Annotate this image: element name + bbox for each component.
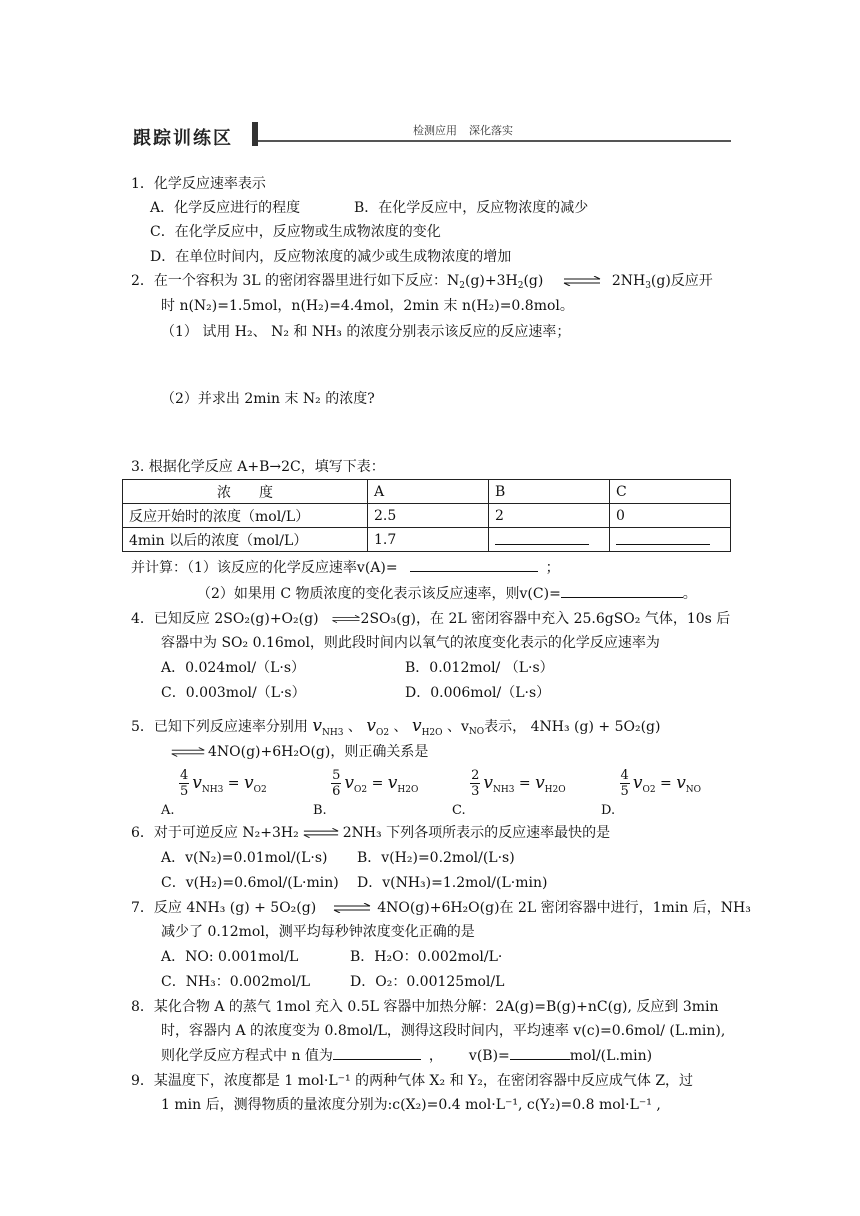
q5-option-d: D. $\frac{4}{5}$ $v_{O2} = v_{NO}$ [601,768,702,818]
equilibrium-arrow-icon [562,276,602,286]
q4-line2: 容器中为 SO₂ 0.16mol，则此段时间内以氧气的浓度变化表示的化学反应速率为 [161,635,660,651]
q1-option-a: A．化学反应进行的程度 [150,200,301,216]
table-row [123,504,731,528]
table-cell: 2.5 [368,504,489,528]
q5-option-c: C. $\frac{2}{3}$ $v_{NH3} = v_{H2O}$ [452,768,566,818]
fraction: $\frac{2}{3}$ [471,768,480,799]
equilibrium-arrow-icon [170,747,206,757]
q6-option-d: D．v(NH₃)=1.2mol/(L·min) [357,875,548,891]
q2-line2: 时 n(N₂)=1.5mol，n(H₂)=4.4mol，2min 末 n(H₂)=0.8mol。 [161,298,574,314]
table-cell: 1.7 [368,528,489,552]
q4-option-c: C．0.003mol/（L·s） [161,685,306,701]
answer-blank[interactable] [333,1045,421,1060]
table-cell: 0 [610,504,731,528]
table-header: A [368,480,489,504]
rate-symbol: $v_{H2O}$ [411,716,443,738]
concentration-table [122,479,731,552]
q7-line2: 减少了 0.12mol，测平均每秒钟浓度变化正确的是 [161,924,475,940]
equilibrium-arrow-icon [302,828,340,838]
q3-stem: 3. 根据化学反应 A+B→2C，填写下表： [131,459,385,475]
banner-rule [258,140,731,142]
q9-line2: 1 min 后，测得物质的量浓度分别为:c(X₂)=0.4 mol·L⁻¹, c(Y₂)=0.8 mol·L⁻¹ , [161,1097,661,1113]
q5-option-b: B. $\frac{5}{6}$ $v_{O2} = v_{H2O}$ [313,768,419,818]
q6-stem: 6．对于可逆反应 N₂+3H₂ 2NH₃ 下列各项所表示的反应速率最快的是 [131,825,611,841]
fraction: $\frac{5}{6}$ [332,768,341,799]
q1-option-d: D．在单位时间内，反应物浓度的减少或生成物浓度的增加 [150,249,512,265]
q5-line2: 4NO(g)+6H₂O(g)，则正确关系是 [170,741,428,761]
table-header: C [610,480,731,504]
equilibrium-arrow-icon [331,614,361,624]
q7-option-d: D．O₂：0.00125mol/L [350,974,505,990]
q2-part2: （2）并求出 2min 末 N₂ 的浓度? [161,391,375,407]
table-header-row [123,480,731,504]
banner-divider [252,122,258,146]
q8-line1: 8．某化合物 A 的蒸气 1mol 充入 0.5L 容器中加热分解：2A(g)=B(g)+nC(g), 反应到 3min [131,999,719,1015]
table-header: B [489,480,610,504]
q6-option-a: A．v(N₂)=0.01mol/(L·s) [161,850,328,866]
q7-option-c: C．NH₃：0.002mol/L [161,974,311,990]
q7-stem: 7．反应 4NH₃ (g) + 5O₂(g) 4NO(g)+6H₂O(g)在 2L 密闭容器中进行，1min 后，NH₃ [131,900,751,916]
q5-option-a: A. $\frac{4}{5}$ $v_{NH3} = v_{O2}$ [161,768,267,818]
rate-symbol: $v_{O2}$ [366,716,390,738]
answer-blank[interactable] [495,530,589,545]
answer-blank[interactable] [561,583,683,598]
q8-line2: 时，容器内 A 的浓度变为 0.8mol/L，测得这段时间内，平均速率 v(c)=0.6mol/ (L.min), [161,1023,726,1039]
q2-part1: （1） 试用 H₂、 N₂ 和 NH₃ 的浓度分别表示该反应的反应速率； [161,324,571,340]
q6-option-c: C．v(H₂)=0.6mol/(L·min) [161,875,339,891]
table-cell: 4min 以后的浓度（mol/L） [123,528,368,552]
section-title: 跟踪训练区 [133,128,233,149]
table-cell: 2 [489,504,610,528]
table-row [123,528,731,552]
subtitle-part-1: 检测应用 [413,124,457,137]
q3-calc1: 并计算：（1）该反应的化学反应速率v(A)= ； [131,557,560,577]
q4-option-b: B．0.012mol/ （L·s） [405,660,554,676]
fraction: $\frac{4}{5}$ [620,768,629,799]
q7-option-a: A．NO: 0.001mol/L [161,949,299,965]
q1-stem: 1．化学反应速率表示 [131,176,266,192]
section-subtitle [413,122,525,138]
q5-stem: 5．已知下列反应速率分别用 $v_{NH3}$ 、 $v_{O2}$ 、 $v_{H2O}$ 、$v_{NO}$表示， 4NH₃ (g) + 5O₂(g) [131,716,661,738]
table-header: 浓 度 [123,480,368,504]
q2-stem: 2．在一个容积为 3L 的密闭容器里进行如下反应：$N_2(g)+3H_2(g)$ $2NH_3(g)$反应开 [131,273,713,291]
q7-option-b: B．H₂O：0.002mol/L· [350,949,503,965]
subtitle-part-2: 深化落实 [469,124,513,137]
answer-blank[interactable] [410,557,538,572]
table-cell [489,528,610,552]
fraction: $\frac{4}{5}$ [179,768,189,799]
answer-blank[interactable] [510,1045,570,1060]
q8-line3: 则化学反应方程式中 n 值为 ， v(B)= mol/(L.min) [161,1045,652,1065]
q1-option-b: B．在化学反应中，反应物浓度的减少 [354,200,589,216]
q9-line1: 9．某温度下，浓度都是 1 mol·L⁻¹ 的两种气体 X₂ 和 Y₂，在密闭容器中反应成气体 Z，过 [131,1073,694,1089]
table-cell [610,528,731,552]
table-cell: 反应开始时的浓度（mol/L） [123,504,368,528]
q4-option-a: A．0.024mol/（L·s） [161,660,306,676]
q3-calc2: （2）如果用 C 物质浓度的变化表示该反应速率，则v(C)= 。 [197,583,697,603]
q4-stem: 4．已知反应 2SO₂(g)+O₂(g) 2SO₃(g)，在 2L 密闭容器中充入 25.6gSO₂ 气体，10s 后 [131,611,731,627]
rate-symbol: $v_{NH3}$ [312,716,344,738]
q4-option-d: D．0.006mol/（L·s） [405,685,551,701]
equilibrium-arrow-icon [330,903,374,913]
q1-option-c: C．在化学反应中，反应物或生成物浓度的变化 [150,224,441,240]
q6-option-b: B．v(H₂)=0.2mol/(L·s) [357,850,515,866]
answer-blank[interactable] [616,530,710,545]
